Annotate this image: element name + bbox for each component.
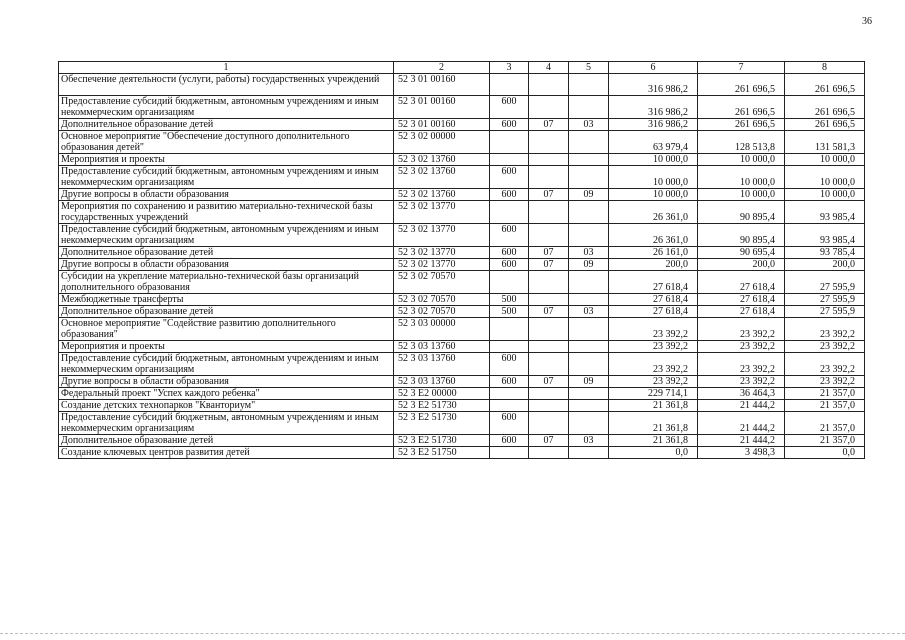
row-code: 52 3 02 13760	[394, 166, 490, 189]
row-section	[529, 294, 569, 306]
row-subsection	[569, 271, 609, 294]
row-subsection	[569, 353, 609, 376]
row-value-col7: 90 695,4	[698, 247, 785, 259]
row-code: 52 3 02 13770	[394, 259, 490, 271]
row-value-col8: 23 392,2	[785, 353, 865, 376]
row-value-col6: 27 618,4	[609, 271, 698, 294]
row-code: 52 3 02 13770	[394, 224, 490, 247]
row-code: 52 3 02 13770	[394, 247, 490, 259]
table-row	[59, 74, 865, 96]
row-code: 52 3 01 00160	[394, 96, 490, 119]
row-name: Мероприятия и проекты	[59, 154, 394, 166]
table-row	[59, 271, 865, 294]
row-section	[529, 154, 569, 166]
row-expense-type: 600	[490, 189, 529, 201]
row-expense-type	[490, 341, 529, 353]
row-name: Создание ключевых центров развития детей	[59, 447, 394, 459]
table-row	[59, 400, 865, 412]
row-expense-type	[490, 154, 529, 166]
row-name: Предоставление субсидий бюджетным, автономным учреждениям и иным некоммерческим организациям	[59, 353, 394, 376]
row-subsection: 03	[569, 247, 609, 259]
row-expense-type: 600	[490, 353, 529, 376]
table-row	[59, 96, 865, 119]
row-subsection: 09	[569, 376, 609, 388]
row-expense-type: 600	[490, 166, 529, 189]
header-cell: 8	[785, 62, 865, 74]
table-row	[59, 447, 865, 459]
row-value-col7: 23 392,2	[698, 341, 785, 353]
row-subsection	[569, 447, 609, 459]
row-section: 07	[529, 376, 569, 388]
row-section	[529, 447, 569, 459]
header-row	[59, 62, 865, 74]
table-row	[59, 412, 865, 435]
row-name: Федеральный проект "Успех каждого ребенка"	[59, 388, 394, 400]
row-value-col7: 23 392,2	[698, 318, 785, 341]
row-value-col6: 26 361,0	[609, 224, 698, 247]
row-value-col8: 10 000,0	[785, 189, 865, 201]
row-value-col7: 27 618,4	[698, 271, 785, 294]
row-value-col8: 93 985,4	[785, 201, 865, 224]
header-cell: 6	[609, 62, 698, 74]
row-expense-type	[490, 271, 529, 294]
row-subsection	[569, 131, 609, 154]
row-section	[529, 341, 569, 353]
row-section	[529, 412, 569, 435]
row-name: Предоставление субсидий бюджетным, автономным учреждениям и иным некоммерческим организациям	[59, 166, 394, 189]
row-code: 52 3 E2 51730	[394, 435, 490, 447]
row-value-col8: 261 696,5	[785, 96, 865, 119]
row-section	[529, 353, 569, 376]
table-row	[59, 131, 865, 154]
row-code: 52 3 03 13760	[394, 353, 490, 376]
row-expense-type: 600	[490, 376, 529, 388]
budget-table	[58, 61, 865, 459]
row-value-col6: 200,0	[609, 259, 698, 271]
row-value-col8: 23 392,2	[785, 376, 865, 388]
row-value-col7: 10 000,0	[698, 189, 785, 201]
row-name: Субсидии на укрепление материально-технической базы организаций дополнительного образования	[59, 271, 394, 294]
row-code: 52 3 E2 51730	[394, 412, 490, 435]
row-value-col7: 21 444,2	[698, 435, 785, 447]
row-value-col8: 10 000,0	[785, 154, 865, 166]
row-expense-type: 600	[490, 435, 529, 447]
row-section: 07	[529, 247, 569, 259]
row-value-col6: 10 000,0	[609, 189, 698, 201]
row-subsection	[569, 96, 609, 119]
row-name: Межбюджетные трансферты	[59, 294, 394, 306]
row-code: 52 3 E2 51730	[394, 400, 490, 412]
table-row	[59, 376, 865, 388]
row-section	[529, 131, 569, 154]
row-subsection: 09	[569, 189, 609, 201]
row-section: 07	[529, 306, 569, 318]
row-value-col8: 27 595,9	[785, 271, 865, 294]
header-cell: 5	[569, 62, 609, 74]
header-cell: 7	[698, 62, 785, 74]
row-subsection	[569, 201, 609, 224]
row-name: Предоставление субсидий бюджетным, автономным учреждениям и иным некоммерческим организациям	[59, 96, 394, 119]
row-expense-type: 600	[490, 119, 529, 131]
row-value-col7: 21 444,2	[698, 400, 785, 412]
row-value-col6: 23 392,2	[609, 353, 698, 376]
row-value-col8: 131 581,3	[785, 131, 865, 154]
row-subsection	[569, 388, 609, 400]
row-value-col7: 128 513,8	[698, 131, 785, 154]
table-row	[59, 435, 865, 447]
row-value-col8: 200,0	[785, 259, 865, 271]
row-value-col7: 261 696,5	[698, 96, 785, 119]
row-code: 52 3 02 70570	[394, 294, 490, 306]
row-value-col8: 21 357,0	[785, 412, 865, 435]
table-row	[59, 201, 865, 224]
row-section: 07	[529, 119, 569, 131]
row-value-col6: 26 361,0	[609, 201, 698, 224]
row-name: Мероприятия и проекты	[59, 341, 394, 353]
row-value-col6: 23 392,2	[609, 318, 698, 341]
row-value-col7: 10 000,0	[698, 154, 785, 166]
row-expense-type	[490, 400, 529, 412]
row-value-col8: 27 595,9	[785, 294, 865, 306]
row-value-col7: 21 444,2	[698, 412, 785, 435]
row-value-col8: 23 392,2	[785, 318, 865, 341]
row-name: Дополнительное образование детей	[59, 306, 394, 318]
table-row	[59, 247, 865, 259]
row-value-col8: 261 696,5	[785, 74, 865, 96]
row-value-col6: 0,0	[609, 447, 698, 459]
table-row	[59, 388, 865, 400]
table-row	[59, 259, 865, 271]
row-value-col6: 316 986,2	[609, 119, 698, 131]
row-expense-type: 600	[490, 247, 529, 259]
row-code: 52 3 02 13760	[394, 154, 490, 166]
row-subsection	[569, 224, 609, 247]
row-code: 52 3 02 13770	[394, 201, 490, 224]
row-section	[529, 74, 569, 96]
row-expense-type: 600	[490, 224, 529, 247]
row-code: 52 3 01 00160	[394, 74, 490, 96]
row-name: Основное мероприятие "Обеспечение доступного дополнительного образования детей"	[59, 131, 394, 154]
row-name: Мероприятия по сохранению и развитию материально-технической базы государственных учреждений	[59, 201, 394, 224]
row-name: Другие вопросы в области образования	[59, 189, 394, 201]
row-value-col6: 23 392,2	[609, 341, 698, 353]
row-value-col8: 21 357,0	[785, 400, 865, 412]
row-subsection	[569, 166, 609, 189]
row-value-col7: 27 618,4	[698, 306, 785, 318]
row-expense-type: 600	[490, 412, 529, 435]
row-expense-type: 500	[490, 294, 529, 306]
row-section: 07	[529, 435, 569, 447]
row-section	[529, 166, 569, 189]
row-name: Другие вопросы в области образования	[59, 259, 394, 271]
row-value-col7: 36 464,3	[698, 388, 785, 400]
row-subsection: 03	[569, 435, 609, 447]
row-value-col8: 261 696,5	[785, 119, 865, 131]
table-row	[59, 341, 865, 353]
row-name: Дополнительное образование детей	[59, 247, 394, 259]
header-cell: 1	[59, 62, 394, 74]
row-expense-type	[490, 131, 529, 154]
row-value-col6: 10 000,0	[609, 166, 698, 189]
scan-footer-line	[0, 633, 905, 635]
row-section	[529, 318, 569, 341]
row-value-col8: 93 985,4	[785, 224, 865, 247]
row-code: 52 3 E2 00000	[394, 388, 490, 400]
row-section	[529, 201, 569, 224]
table-row	[59, 166, 865, 189]
row-subsection	[569, 400, 609, 412]
row-value-col6: 316 986,2	[609, 74, 698, 96]
row-name: Основное мероприятие "Содействие развитию дополнительного образования"	[59, 318, 394, 341]
row-value-col6: 23 392,2	[609, 376, 698, 388]
table-row	[59, 294, 865, 306]
row-value-col6: 21 361,8	[609, 400, 698, 412]
row-expense-type: 600	[490, 259, 529, 271]
row-name: Дополнительное образование детей	[59, 435, 394, 447]
row-code: 52 3 02 70570	[394, 271, 490, 294]
row-code: 52 3 02 70570	[394, 306, 490, 318]
row-value-col7: 27 618,4	[698, 294, 785, 306]
row-value-col8: 21 357,0	[785, 388, 865, 400]
row-value-col6: 316 986,2	[609, 96, 698, 119]
row-subsection	[569, 294, 609, 306]
page-number: 36	[862, 16, 872, 27]
row-subsection: 03	[569, 306, 609, 318]
row-code: 52 3 03 13760	[394, 376, 490, 388]
row-value-col7: 10 000,0	[698, 166, 785, 189]
table-row	[59, 318, 865, 341]
row-code: 52 3 02 00000	[394, 131, 490, 154]
row-value-col6: 63 979,4	[609, 131, 698, 154]
row-value-col6: 229 714,1	[609, 388, 698, 400]
row-value-col7: 261 696,5	[698, 119, 785, 131]
row-value-col8: 21 357,0	[785, 435, 865, 447]
row-section: 07	[529, 189, 569, 201]
row-subsection	[569, 318, 609, 341]
row-value-col7: 200,0	[698, 259, 785, 271]
row-value-col8: 27 595,9	[785, 306, 865, 318]
row-section	[529, 388, 569, 400]
row-value-col6: 26 161,0	[609, 247, 698, 259]
row-name: Предоставление субсидий бюджетным, автономным учреждениям и иным некоммерческим организациям	[59, 224, 394, 247]
header-cell: 4	[529, 62, 569, 74]
row-value-col7: 261 696,5	[698, 74, 785, 96]
row-name: Дополнительное образование детей	[59, 119, 394, 131]
table-row	[59, 119, 865, 131]
row-section	[529, 400, 569, 412]
row-name: Создание детских технопарков "Кванториум"	[59, 400, 394, 412]
row-value-col8: 0,0	[785, 447, 865, 459]
row-section	[529, 224, 569, 247]
table-row	[59, 154, 865, 166]
row-subsection	[569, 341, 609, 353]
row-section: 07	[529, 259, 569, 271]
row-value-col7: 90 895,4	[698, 201, 785, 224]
row-code: 52 3 E2 51750	[394, 447, 490, 459]
row-expense-type	[490, 201, 529, 224]
row-subsection: 03	[569, 119, 609, 131]
row-subsection	[569, 74, 609, 96]
row-subsection: 09	[569, 259, 609, 271]
row-expense-type	[490, 74, 529, 96]
row-subsection	[569, 412, 609, 435]
row-name: Обеспечение деятельности (услуги, работы) государственных учреждений	[59, 74, 394, 96]
row-value-col8: 10 000,0	[785, 166, 865, 189]
row-expense-type	[490, 318, 529, 341]
row-value-col6: 10 000,0	[609, 154, 698, 166]
row-value-col7: 23 392,2	[698, 353, 785, 376]
row-code: 52 3 03 00000	[394, 318, 490, 341]
row-value-col6: 21 361,8	[609, 435, 698, 447]
row-expense-type: 600	[490, 96, 529, 119]
row-value-col8: 93 785,4	[785, 247, 865, 259]
row-section	[529, 96, 569, 119]
row-expense-type	[490, 447, 529, 459]
row-code: 52 3 01 00160	[394, 119, 490, 131]
row-subsection	[569, 154, 609, 166]
row-value-col6: 21 361,8	[609, 412, 698, 435]
row-value-col7: 90 895,4	[698, 224, 785, 247]
row-value-col7: 23 392,2	[698, 376, 785, 388]
header-cell: 2	[394, 62, 490, 74]
row-value-col6: 27 618,4	[609, 306, 698, 318]
row-value-col8: 23 392,2	[785, 341, 865, 353]
row-expense-type	[490, 388, 529, 400]
row-expense-type: 500	[490, 306, 529, 318]
table-row	[59, 306, 865, 318]
row-code: 52 3 02 13760	[394, 189, 490, 201]
row-name: Другие вопросы в области образования	[59, 376, 394, 388]
row-value-col6: 27 618,4	[609, 294, 698, 306]
table-row	[59, 189, 865, 201]
table-row	[59, 353, 865, 376]
row-value-col7: 3 498,3	[698, 447, 785, 459]
row-code: 52 3 03 13760	[394, 341, 490, 353]
row-section	[529, 271, 569, 294]
header-cell: 3	[490, 62, 529, 74]
table-row	[59, 224, 865, 247]
row-name: Предоставление субсидий бюджетным, автономным учреждениям и иным некоммерческим организациям	[59, 412, 394, 435]
